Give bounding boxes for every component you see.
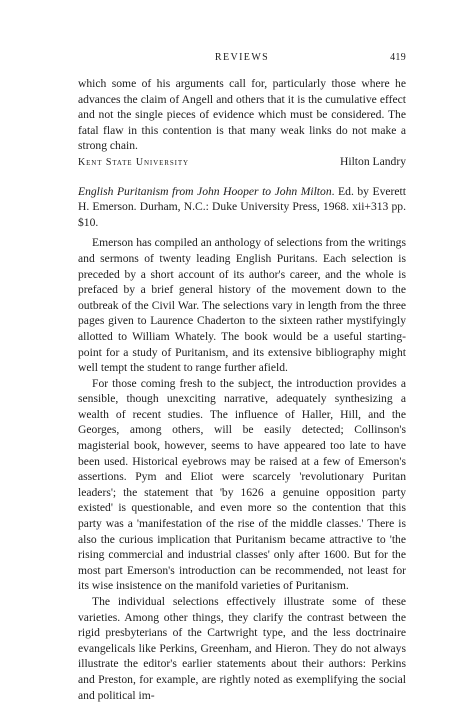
review-paragraph-3: The individual selections effectively illustrate some of these varieties. Among other things, they clarify the contrast between the rigid presbyterians of the Cartwright type, and the less doctrinaire evangelicals like Perkins, Greenham, and Hieron. They do not always illustrate the editor's earlier statements about their authors: Perkins and Preston, for example, are rightly noted as exemplifying the social and political im- [78,595,406,702]
review-paragraph-1: Emerson has compiled an anthology of selections from the writings and sermons of twenty leading English Puritans. Each selection is preceded by a short account of its author's career, and the whole is prefaced by a brief general history of the movement down to the outbreak of the Civil War. The selections vary in length from the three pages given to Laurence Chaderton to the sixteen rather mystifyingly allotted to William Whately. The book would be a useful starting-point for a study of Puritanism, and its extensive bibliography might well tempt the student to range further afield. [78,236,406,375]
review-paragraph-2: For those coming fresh to the subject, the introduction provides a sensible, though unexciting narrative, adequately synthesizing a wealth of recent studies. The influence of Haller, Hill, and the Georges, among others, will be easily detected; Collinson's magisterial book, however, seems to have appeared too late to have been used. Historical eyebrows may be raised at a few of Emerson's assertions. Pym and Eliot were scarcely 'revolutionary Puritan leaders'; the statement that 'by 1626 a genuine opposition party existed' is questionable, and even more so the contention that this party was a 'manifestation of the rise of the middle classes.' There is also the curious implication that Puritanism became attractive to 'the rising commercial and industrial classes' only after 1600. But for the most part Emerson's introduction can be recommended, not least for its wise insistence on the manifold varieties of Puritanism. [78,376,406,593]
journal-page [78,52,406,703]
book-title: English Puritanism from John Hooper to John Milton [78,184,332,198]
page-body [78,76,406,703]
page-number: 419 [390,52,406,63]
reviewer-affiliation: Kent State University [78,156,189,168]
citation-details: . Ed. by Everett H. Emerson. Durham, N.C.: Duke University Press, 1968. xii+313 pp. $10. [78,184,406,229]
reviewer-name: Hilton Landry [339,154,406,168]
book-citation [78,184,406,231]
reviewer-signature [78,154,406,171]
section-title: REVIEWS [214,52,270,63]
previous-review-closing-paragraph: which some of his arguments call for, particularly those where he advances the claim of Angell and others that it is the cumulative effect and not the single pieces of evidence which must be considered. The fatal flaw in this contention is that many weak links do not make a strong chain. [78,77,406,153]
running-head [78,52,406,68]
